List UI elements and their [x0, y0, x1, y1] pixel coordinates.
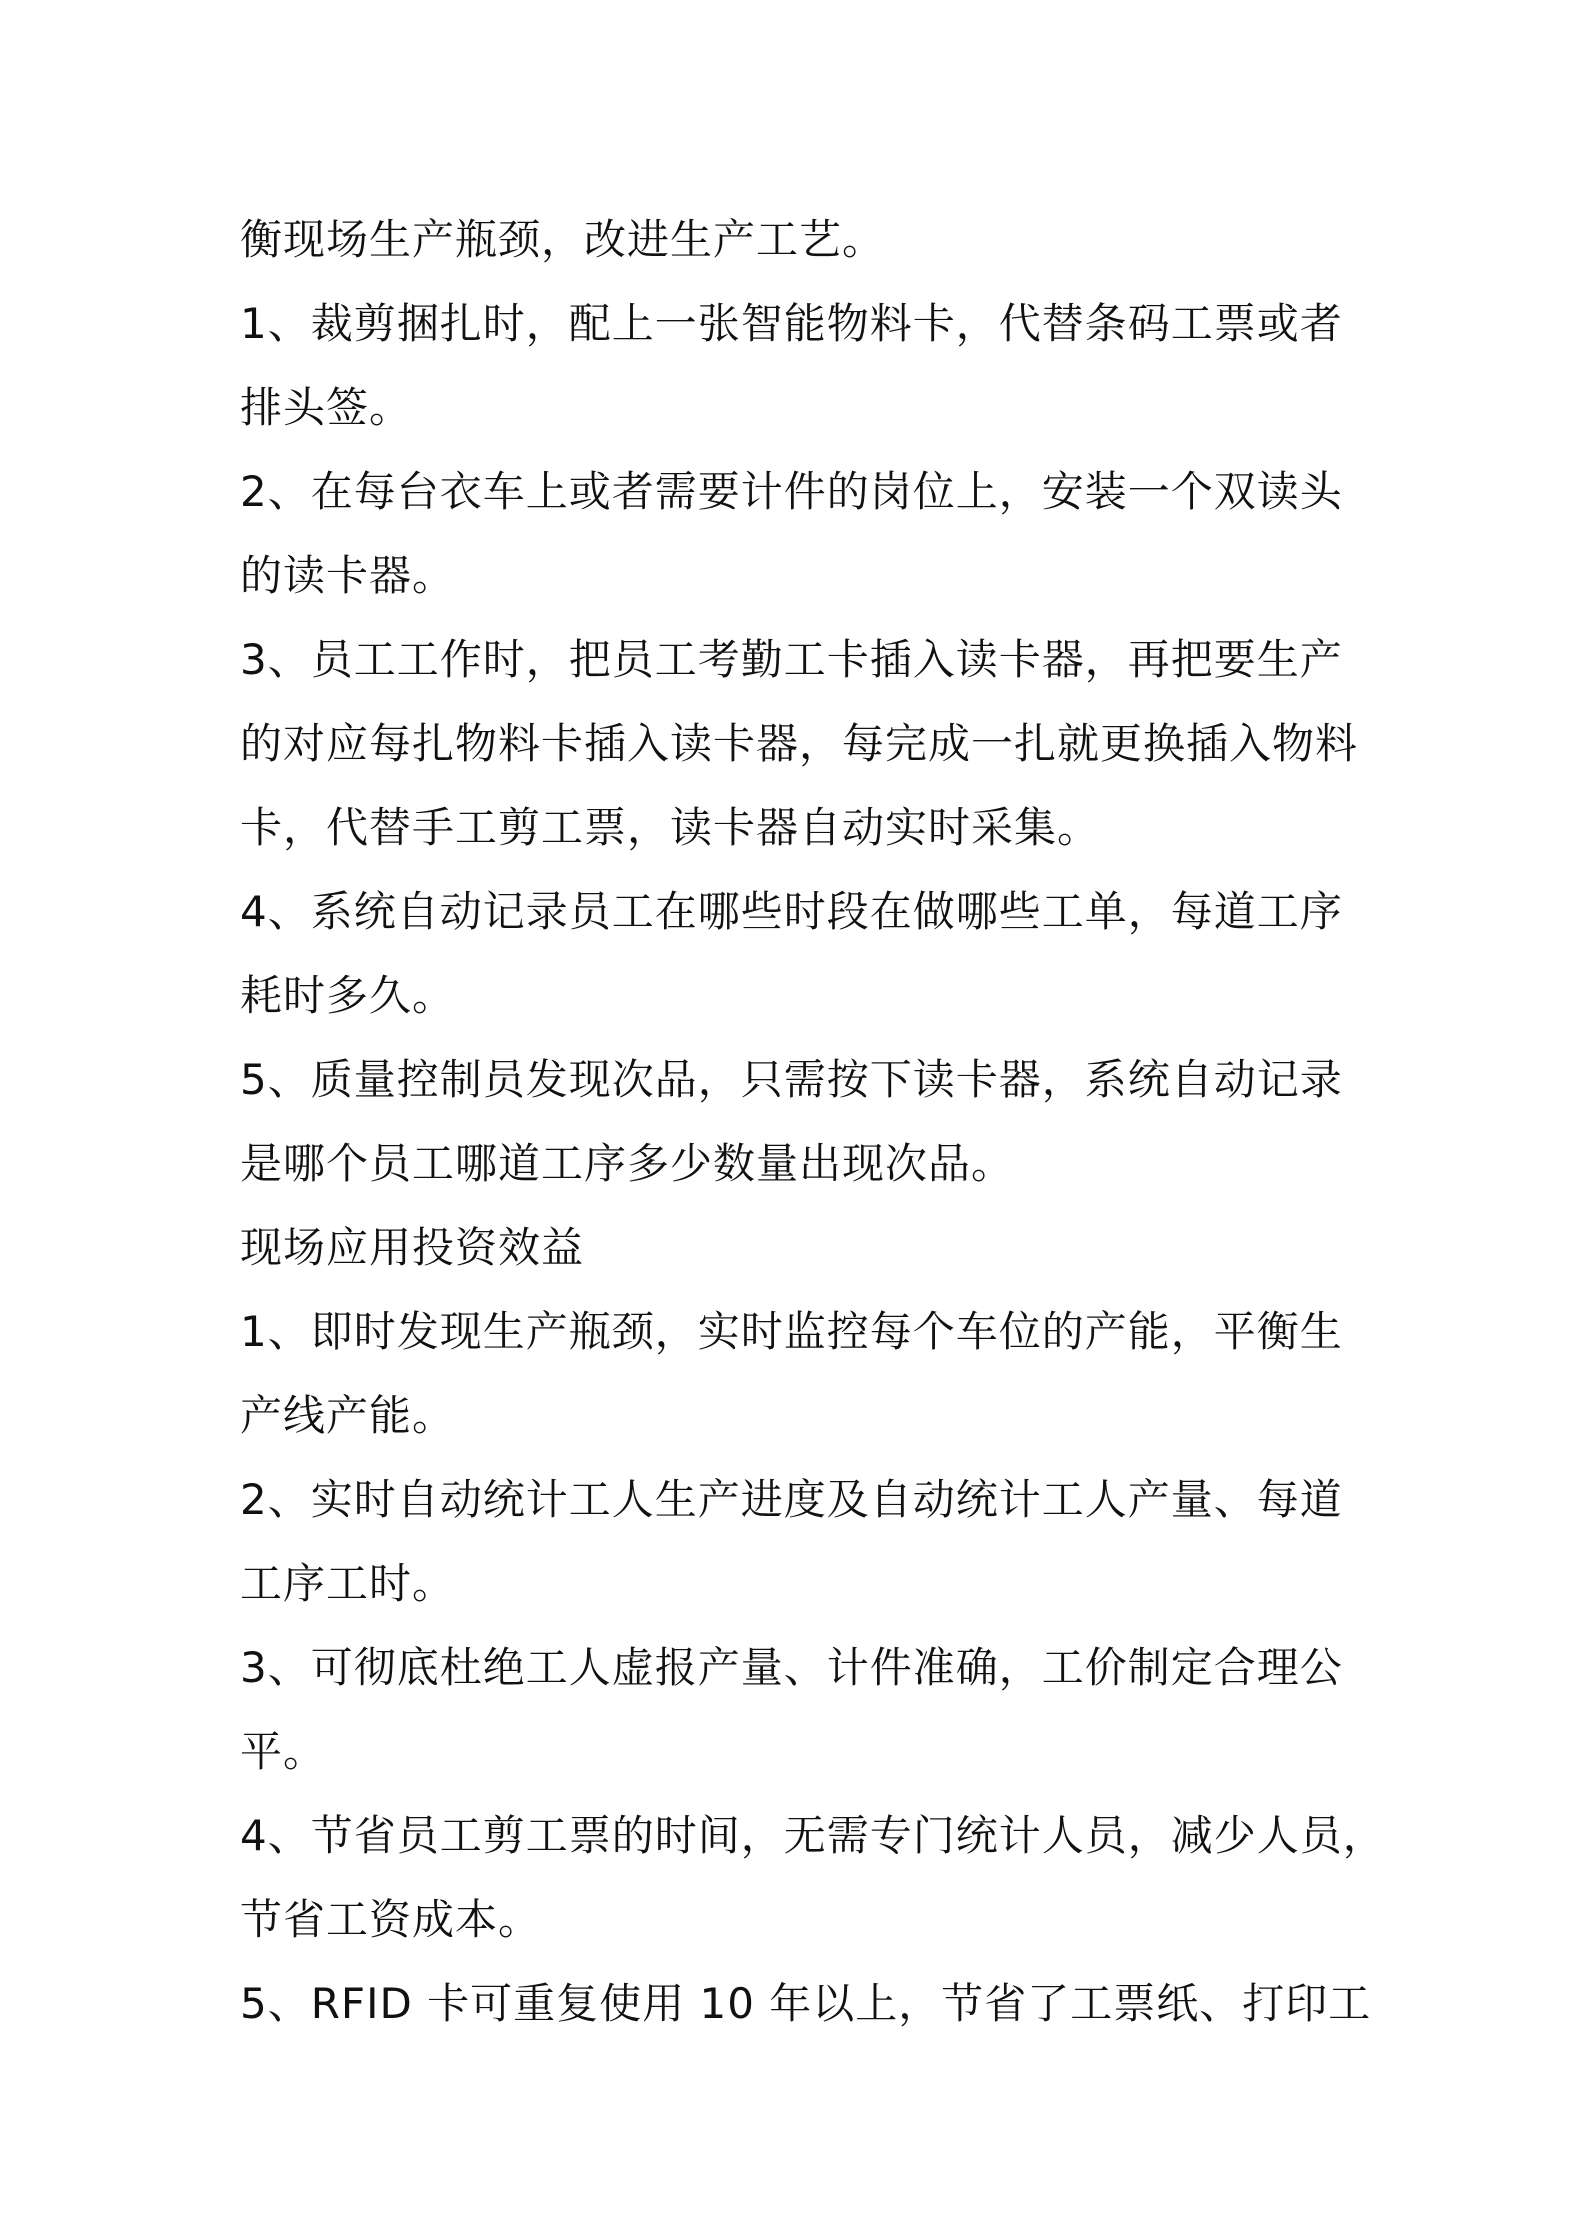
text-line: 工序工时。	[240, 1559, 456, 1608]
text-line: 的对应每扎物料卡插入读卡器，每完成一扎就更换插入物料	[240, 719, 1359, 768]
text-line: 5、质量控制员发现次品，只需按下读卡器，系统自动记录	[240, 1055, 1343, 1104]
text-line: 4、系统自动记录员工在哪些时段在做哪些工单，每道工序	[240, 887, 1343, 936]
text-line: 衡现场生产瓶颈，改进生产工艺。	[240, 215, 886, 264]
section-heading: 现场应用投资效益	[240, 1223, 585, 1272]
text-line: 的读卡器。	[240, 551, 456, 600]
text-line: 排头签。	[240, 383, 413, 432]
text-line: 产线产能。	[240, 1391, 456, 1440]
text-line: 节省工资成本。	[240, 1895, 542, 1944]
text-line: 3、可彻底杜绝工人虚报产量、计件准确，工价制定合理公	[240, 1643, 1343, 1692]
text-line: 是哪个员工哪道工序多少数量出现次品。	[240, 1139, 1015, 1188]
text-line: 3、员工工作时，把员工考勤工卡插入读卡器，再把要生产	[240, 635, 1343, 684]
document-body	[240, 198, 1386, 2046]
text-line: 4、节省员工剪工票的时间，无需专门统计人员，减少人员，	[240, 1811, 1386, 1860]
text-line: 平。	[240, 1727, 327, 1776]
text-line: 2、在每台衣车上或者需要计件的岗位上，安装一个双读头	[240, 467, 1343, 516]
text-line: 5、RFID 卡可重复使用 10 年以上，节省了工票纸、打印工	[240, 1979, 1372, 2028]
text-line: 1、裁剪捆扎时，配上一张智能物料卡，代替条码工票或者	[240, 299, 1343, 348]
text-line: 1、即时发现生产瓶颈，实时监控每个车位的产能，平衡生	[240, 1307, 1343, 1356]
text-line: 2、实时自动统计工人生产进度及自动统计工人产量、每道	[240, 1475, 1343, 1524]
text-line: 耗时多久。	[240, 971, 456, 1020]
text-line: 卡，代替手工剪工票，读卡器自动实时采集。	[240, 803, 1101, 852]
